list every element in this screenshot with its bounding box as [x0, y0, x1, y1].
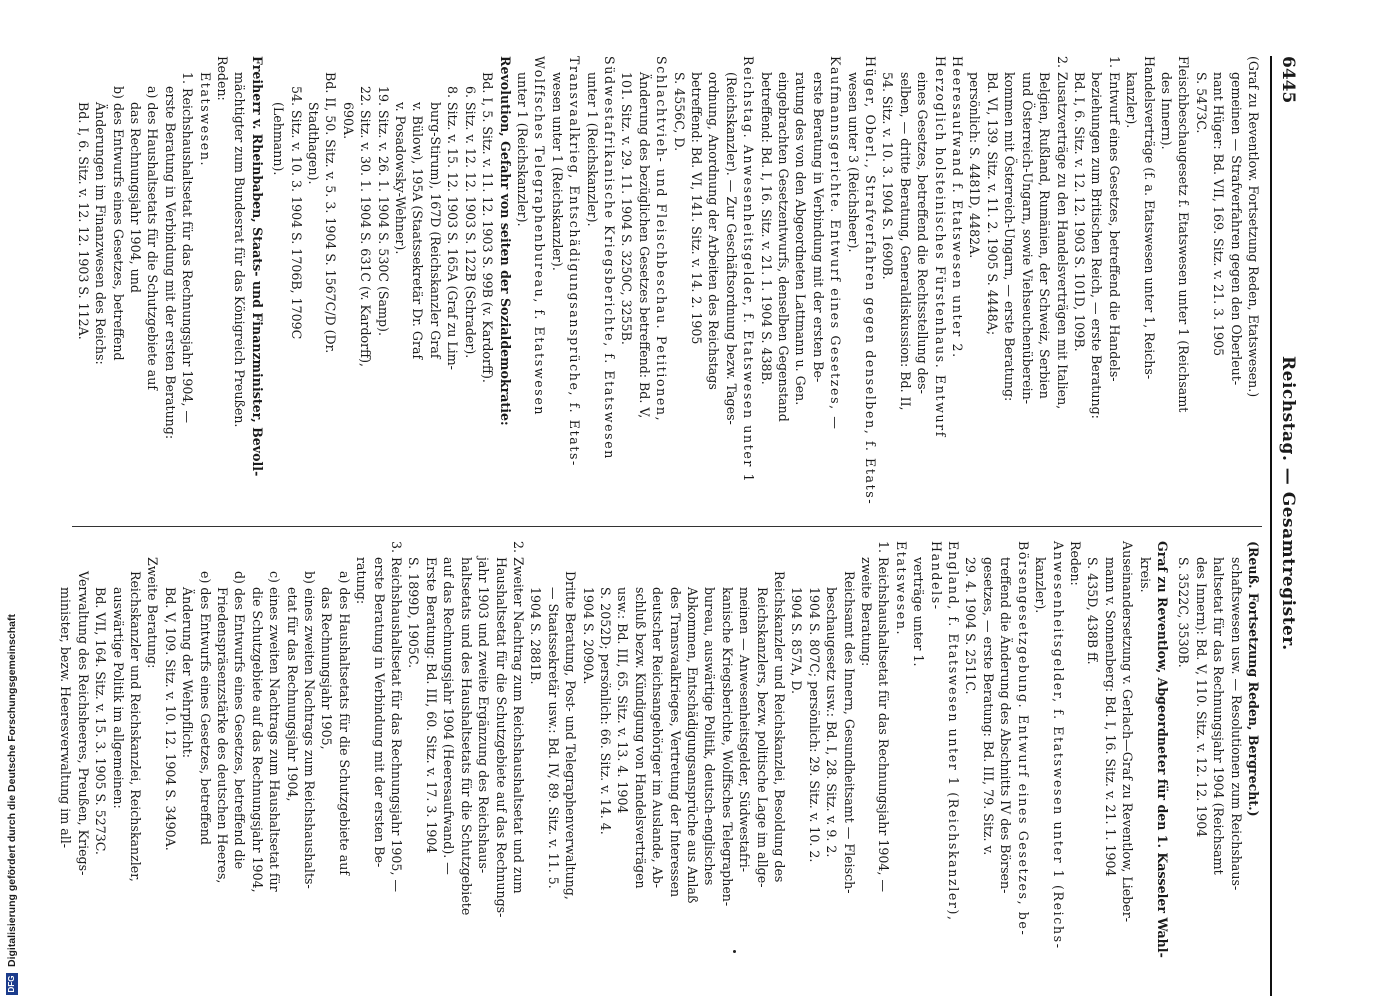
- text-line: 1904 S. 857A, D.: [789, 587, 805, 695]
- text-line: Schlachtvieh- und Fleischbeschau. Petitionen,: [654, 56, 670, 423]
- text-line: 6. Sitz. v. 12. 12. 1903 S. 122B (Schrader).: [462, 86, 478, 359]
- text-line: Bd. VII, 164. Sitz. v. 15. 3. 1905 S. 5273C.: [93, 587, 109, 855]
- digitization-footer: [6, 0, 18, 995]
- text-line: Erste Beratung: Bd. III, 60. Sitz. v. 17. 3. 1904: [423, 557, 439, 854]
- text-line: Handelsverträge (f. a. Etatswesen unter 1, Reichs-: [1141, 56, 1157, 380]
- text-line: b) des Entwurfs eines Gesetzes, betreffend: [110, 86, 126, 361]
- text-line: minister, bezw. Heeresverwaltung im all-: [58, 587, 74, 849]
- text-line: Bd. I, 6. Sitz. v. 12. 12. 1903 S. 101D, 109B.: [1071, 72, 1087, 352]
- text-line: persönlich: S. 4481D, 4482A.: [967, 72, 983, 259]
- text-line: 690A.: [340, 102, 356, 140]
- text-line: schluß bezw. Kündigung von Handelsverträgen: [632, 587, 648, 889]
- text-line: (Graf zu Reventlow. Fortsetzung Reden, Etatswesen.): [1246, 56, 1261, 398]
- text-line: Bd. II, 50. Sitz. v. 5. 3. 1904 S. 1567C/D (Dr.: [323, 72, 339, 354]
- column-divider: [72, 526, 1262, 527]
- text-line: ratung des von den Abgeordneten Lattmann u. Gen.: [793, 72, 809, 406]
- text-line: 1904 S. 807C; persönlich: 29. Sitz. v. 10. 2.: [806, 587, 822, 863]
- text-line: des Innern).: [1158, 72, 1174, 150]
- text-line: beziehungen zum Britischen Reich, — erste Beratung:: [1089, 72, 1105, 419]
- text-line: Änderung der Wehrpflicht:: [180, 587, 196, 759]
- text-line: S. 3522C, 3530B.: [1176, 557, 1192, 668]
- text-line: S. 435D, 438B ff.: [1085, 557, 1101, 665]
- text-column-right: [57, 541, 1262, 996]
- text-line: schaftswesen usw. — Resolutionen zum Reichshaus-: [1228, 557, 1244, 891]
- text-line: Fleischbeschaugesetz f. Etatswesen unter 1 (Reichsamt: [1176, 56, 1192, 413]
- text-line: (Lehmann).: [271, 102, 287, 176]
- text-line: b) eines zweiten Nachtrags zum Reichshaushalts-: [302, 571, 318, 889]
- text-line: das Rechnungsjahr 1904, und: [128, 102, 143, 293]
- text-line: S. 2052D; persönlich: 66. Sitz. v. 14. 4.: [597, 587, 613, 835]
- text-line: c) eines zweiten Nachtrags zum Haushaltsetat für: [267, 571, 283, 892]
- text-line: usw.: Bd. III, 65. Sitz. v. 13. 4. 1904: [615, 587, 631, 814]
- text-line: etat für das Rechnungsjahr 1904,: [284, 587, 300, 802]
- text-line: Anwesenheitsgelder, f. Etatswesen unter 1 (Reichs-: [1050, 541, 1066, 950]
- text-line: erste Beratung in Verbindung mit der ersten Be-: [371, 557, 387, 868]
- text-line: verträge unter 1.: [911, 557, 927, 667]
- text-line: Änderungen im Finanzwesen des Reichs:: [93, 102, 109, 365]
- text-line: haltsetat für das Rechnungsjahr 1904 (Reichsamt: [1211, 557, 1227, 875]
- text-line: ratung:: [354, 557, 370, 605]
- text-line: 1. Entwurf eines Gesetzes, betreffend die Handels-: [1106, 56, 1122, 382]
- text-line: nant Hüger: Bd. VII, 169. Sitz. v. 21. 3. 1905: [1211, 72, 1227, 357]
- text-line: kommen mit Österreich-Ungarn, — erste Beratung:: [1002, 72, 1018, 402]
- text-line: Haushaltsetat für die Schutzgebiete auf das Rechnungs-: [493, 557, 509, 918]
- text-line: Bd. VI, 139. Sitz. v. 11. 2. 1905 S. 4448A;: [984, 72, 1000, 336]
- text-line: Wolffsches Telegraphenbureau, f. Etatswesen: [532, 56, 548, 417]
- text-line: kanzler).: [1033, 557, 1049, 614]
- text-line: auf das Rechnungsjahr 1904 (Heeresaufwand). —: [441, 557, 457, 875]
- text-line: Reden:: [1067, 541, 1083, 586]
- footer-text: Digitalisierung gefördert durch die Deutsche Forschungsgemeinschaft: [6, 614, 18, 967]
- text-line: Graf zu Reventlow, Abgeordneter für den 1. Kasseler Wahl-: [1154, 541, 1170, 958]
- text-line: jahr 1903 und zweite Ergänzung des Reichshaus-: [476, 557, 492, 874]
- text-line: kreis.: [1137, 557, 1153, 593]
- text-line: 54. Sitz. v. 10. 3. 1904 S. 1690B.: [880, 72, 896, 280]
- text-line: Etatswesen.: [893, 541, 909, 637]
- text-line: wesen unter 3 (Reichsheer).: [845, 72, 861, 253]
- text-line: 1904 S. 2090A.: [580, 587, 596, 685]
- text-line: wesen unter 1 (Reichskanzler).: [549, 72, 565, 271]
- text-line: d) des Entwurfs eines Gesetzes, betreffend die: [232, 571, 248, 870]
- text-line: haltsetats und des Haushaltsetats für die Schutzgebiete: [458, 557, 474, 916]
- text-line: Südwestafrikanische Kriegsberichte, f. Etatswesen: [601, 56, 617, 460]
- text-line: auswärtige Politik im allgemeinen:: [110, 587, 126, 809]
- text-line: 8. Sitz. v. 15. 12. 1903 S. 165A (Graf zu Lim-: [445, 86, 461, 370]
- text-line: 1. Reichshaushaltsetat für das Rechnungsjahr 1904, —: [180, 72, 196, 424]
- text-line: 22. Sitz. v. 30. 1. 1904 S. 631C (v. Kardorff),: [358, 86, 374, 367]
- text-column-left: [74, 56, 1262, 511]
- text-line: a) des Haushaltsetats für die Schutzgebiete auf: [145, 86, 161, 390]
- text-line: betreffend: Bd. VI, 141. Sitz. v. 14. 2. 1905: [689, 72, 704, 345]
- text-line: 2. Zweiter Nachtrag zum Reichshaushaltsetat und zum: [510, 541, 526, 894]
- text-line: das Rechnungsjahr 1905,: [319, 587, 335, 750]
- text-line: 54. Sitz. v. 10. 3. 1904 S. 1706B, 1709C: [288, 86, 304, 340]
- header-rule: [1270, 56, 1272, 996]
- text-line: Reden:: [215, 56, 231, 101]
- text-line: Börsengesetzgebung. Entwurf eines Gesetzes, be-: [1015, 541, 1031, 937]
- text-line: v. Posadowsky-Wehner).: [393, 102, 409, 255]
- text-line: selben, — dritte Beratung, Generaldiskussion: Bd. II,: [897, 72, 913, 411]
- scanned-page: [60, 56, 1300, 996]
- text-line: deutscher Reichsangehöriger im Auslande, Ab-: [650, 587, 666, 889]
- text-line: des Transvaalkrieges, Vertretung der Interessen: [667, 587, 683, 898]
- text-line: betreffend: Bd. I, 16. Sitz. v. 21. 1. 1904 S. 438B.: [758, 72, 774, 385]
- text-line: v. Bülow), 195A (Staatssekretär Dr. Graf: [410, 102, 426, 360]
- text-line: Herzoglich holsteinisches Fürstenhaus. Entwurf: [932, 56, 948, 439]
- text-line: Kaufmannsgerichte. Entwurf eines Gesetzes, —: [828, 56, 844, 431]
- text-line: 3. Reichshaushaltsetat für das Rechnungsjahr 1905, —: [389, 541, 405, 893]
- text-line: Revolution, Gefahr von seiten der Sozialdemokratie:: [497, 56, 513, 426]
- page-title: Reichstag. — Gesamtregister.: [1278, 356, 1298, 651]
- text-line: unter 1 (Reichskanzler).: [584, 72, 600, 227]
- text-line: Dritte Beratung, Post- und Telegraphenverwaltung,: [563, 571, 579, 900]
- text-line: und Österreich-Ungarn, sowie Viehseuchenüberein-: [1019, 72, 1035, 404]
- text-line: treffend die Änderung des Abschnitts IV des Börsen-: [998, 557, 1014, 894]
- text-line: Reichstag. Anwesenheitsgelder, f. Etatswesen unter 1: [741, 56, 757, 484]
- text-line: burg-Stirum), 167D (Reichskanzler Graf: [427, 102, 443, 359]
- text-line: Bd. I, 6. Sitz. v. 12. 12. 1903 S. 112A.: [75, 102, 91, 340]
- text-line: Auseinandersetzung v. Gerlach—Graf zu Reventlow, Lieber-: [1120, 541, 1136, 922]
- text-line: Friedenspräsenzstärke des deutschen Heeres,: [215, 587, 231, 884]
- text-line: mann v. Sonnenberg: Bd. I, 16. Sitz. v. 21. 1. 1904: [1102, 557, 1118, 877]
- text-line: Freiherr v. Rheinbaben, Staats- und Finanzminister, Bevoll-: [249, 56, 265, 477]
- text-line: eingebrachten Gesetzentwurfs, denselben Gegenstand: [776, 72, 792, 422]
- dfg-logo-icon: DFG: [6, 973, 18, 995]
- text-line: erste Beratung in Verbindung mit der ersten Beratung:: [162, 86, 178, 440]
- text-line: S. 4556C, D.: [671, 72, 687, 152]
- text-line: Hüger, Oberl., Strafverfahren gegen denselben, f. Etats-: [863, 56, 879, 506]
- text-line: des Innern): Bd. V, 110. Sitz. v. 12. 12. 1904: [1193, 557, 1209, 838]
- text-line: Reichskanzlers, bezw. politische Lage im allge-: [754, 587, 770, 888]
- text-line: Reichskanzler und Reichskanzlei, Besoldung des: [772, 571, 788, 883]
- text-line: a) des Haushaltsetats für die Schutzgebiete auf: [336, 571, 352, 875]
- text-line: meinen — Anwesenheitsgelder, Südwestafri-: [737, 587, 753, 873]
- text-line: Verwaltung des Reichsheeres, Preußen, Kriegs-: [75, 571, 91, 876]
- text-line: mächtigter zum Bundesrat für das Königreich Preußen.: [232, 72, 248, 428]
- text-line: (Reuß. Fortsetzung Reden, Bergrecht.): [1246, 541, 1261, 817]
- text-line: Abkommen, Entschädigungsansprüche aus Anlaß: [685, 587, 700, 904]
- text-line: 101. Sitz. v. 29. 11. 1904 S. 3250C, 3255B.: [619, 72, 635, 345]
- text-line: 19. Sitz. v. 26. 1. 1904 S. 530C (Samp).: [375, 86, 391, 336]
- text-line: die Schutzgebiete auf das Rechnungsjahr 1904,: [249, 587, 265, 893]
- text-line: Bd. V, 109. Sitz. v. 10. 12. 1904 S. 3490A.: [162, 587, 178, 851]
- text-line: Reichsamt des Innern, Gesundheitsamt — Fleisch-: [841, 571, 857, 894]
- text-line: gesetzes, — erste Beratung: Bd. III, 79. Sitz. v.: [980, 557, 996, 856]
- text-line: ordnung, Anordnung der Arbeiten des Reichstags: [706, 72, 722, 390]
- text-line: kanische Kriegsberichte, Wolffsches Telegraphen-: [719, 587, 735, 907]
- text-line: Zweite Beratung:: [145, 557, 161, 669]
- text-line: e) des Entwurfs eines Gesetzes, betreffend: [197, 571, 213, 845]
- text-line: erste Beratung in Verbindung mit der ersten Be-: [810, 72, 826, 383]
- text-line: (Reichskanzler). — Zur Geschäftsordnung bezw. Tages-: [723, 72, 739, 425]
- text-line: Stadthagen).: [306, 102, 322, 185]
- text-line: — Staatssekretär usw.: Bd. IV, 89. Sitz. v. 11. 5.: [545, 587, 561, 889]
- text-line: Bd. I, 5. Sitz. v. 11. 12. 1903 S. 99B (v. Kardorff).: [480, 72, 496, 383]
- text-line: Änderung des bezüglichen Gesetzes betreffend: Bd. V,: [636, 72, 652, 419]
- text-line: 2. Zusatzverträge zu den Handelsverträgen mit Italien,: [1054, 56, 1070, 410]
- text-line: kanzler).: [1124, 72, 1140, 129]
- text-line: Belgien, Rußland, Rumänien, der Schweiz, Serbien: [1037, 72, 1053, 399]
- text-line: S. 1899D, 1905C.: [406, 557, 422, 669]
- text-line: gemeinen — Strafverfahren gegen den Oberleut-: [1228, 72, 1244, 386]
- text-line: Transvaalkrieg, Entschädigungsansprüche, f. Etats-: [567, 56, 583, 467]
- text-line: Etatswesen.: [197, 72, 213, 168]
- text-line: unter 1 (Reichskanzler).: [514, 72, 530, 227]
- text-line: England, f. Etatswesen unter 1 (Reichskanzler), Handels-: [928, 541, 962, 922]
- text-line: Heeresaufwand f. Etatswesen unter 2.: [950, 56, 966, 359]
- text-line: S. 5473C.: [1193, 72, 1209, 134]
- text-line: beschaugesetz usw.: Bd. I, 28. Sitz. v. 9. 2.: [824, 587, 840, 858]
- text-line: zweite Beratung:: [859, 557, 875, 667]
- text-line: eines Gesetzes, betreffend die Rechtsstellung des-: [915, 72, 931, 394]
- text-line: 1904 S. 2881B.: [528, 587, 544, 685]
- page-number: 6445: [1278, 56, 1298, 104]
- text-line: Reichskanzler und Reichskanzlei, Reichskanzler,: [128, 571, 143, 882]
- text-line: 1. Reichshaushaltsetat für das Rechnungsjahr 1904, —: [876, 541, 892, 893]
- scan-speck: [733, 950, 736, 953]
- text-line: bureau, auswärtige Politik, deutsch-englisches: [702, 587, 718, 886]
- text-line: 29. 4. 1904 S. 2511C.: [963, 557, 979, 695]
